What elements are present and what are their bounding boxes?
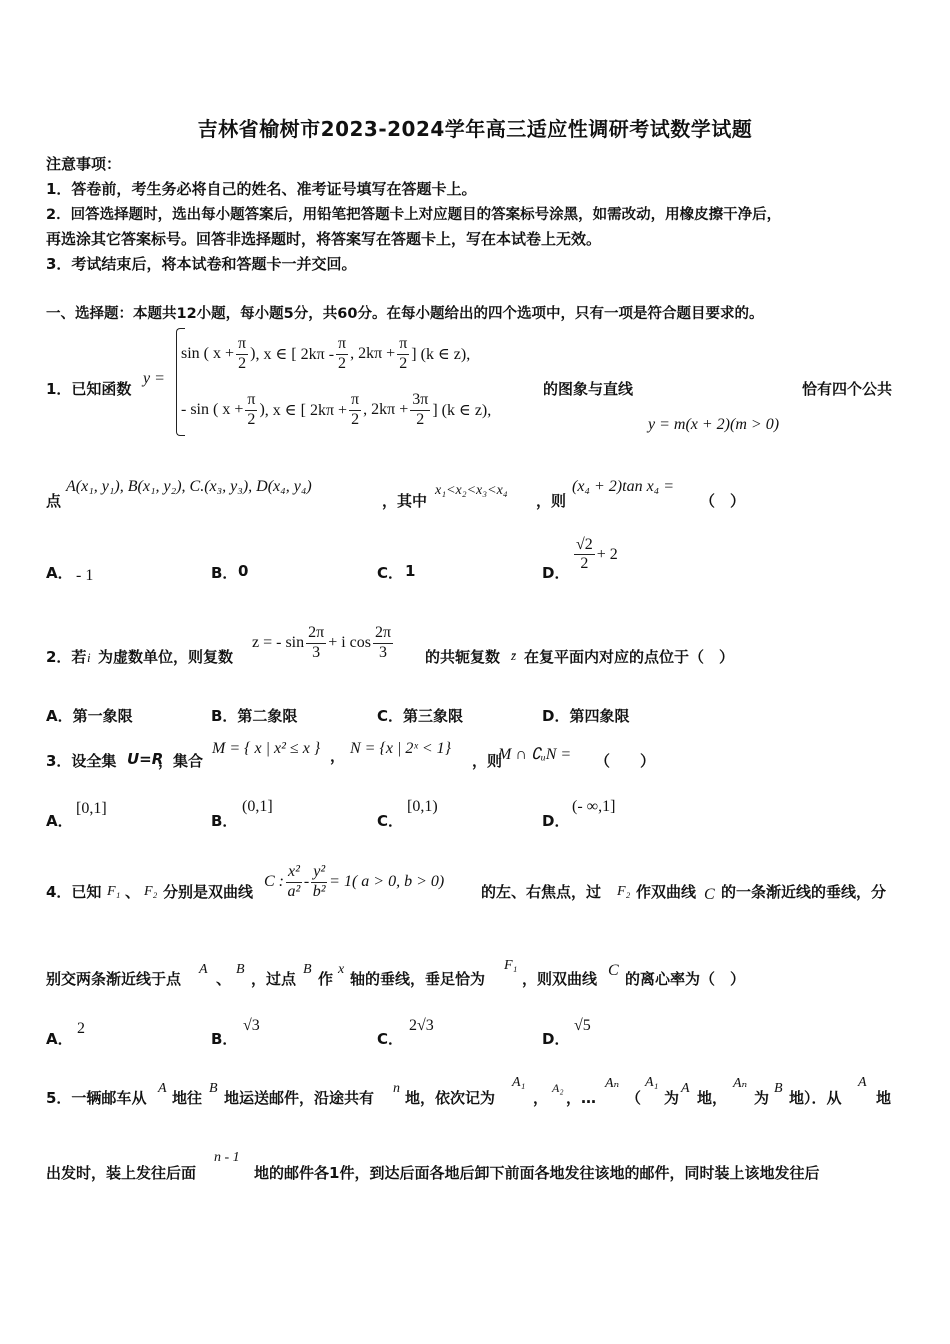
q4-l2-sep: 、 [216,970,232,988]
section-heading: 一、选择题：本题共12小题，每小题5分，共60分。在每小题给出的四个选项中，只有一项是符合题目要求的。 [46,306,764,322]
q5-text-2: 地运送邮件，沿途共有 [224,1089,375,1107]
q3-option-c-value: [0,1) [407,798,438,815]
q3-set-n: N = {x | 2ˣ < 1} [350,740,452,757]
q1-right-text: 恰有四个公共 [802,380,893,398]
q5-text-6: 地， [697,1089,728,1107]
q1-option-c-value: 1 [405,562,416,580]
q1-case2-frac1: $\frac{\pi}{2}$ [247,391,256,428]
q4-f1-again: F₁ [504,958,518,973]
q4-point-a: A [199,962,208,977]
q5-text-7: 为 [754,1089,770,1107]
q1-case1-pre: sin ( x + [181,345,235,362]
q4-option-a-label: A． [46,1030,73,1048]
q4-l2-text-3: 作 [318,970,334,988]
q4-c-again: C [608,962,619,979]
q5-dots: ，… [566,1089,597,1107]
notice-item-1: 1．答卷前，考生务必将自己的姓名、准考证号填写在答题卡上。 [46,180,477,198]
q1-option-c-label: C． [377,564,404,582]
q4-text-1: 分别是双曲线 [163,883,254,901]
q5-text-8: 地）．从 [789,1089,842,1107]
q4-point-b-2: B [303,962,312,977]
q1-option-b-value: 0 [238,562,249,580]
q5-text-9: 地 [876,1089,892,1107]
notice-item-2a: 2．回答选择题时，选出每小题答案后，用铅笔把答题卡上对应题目的答案标号涂黑，如需改动，用橡皮擦干净后， [46,207,782,223]
q3-set-m: M = { x | x² ≤ x } [212,740,321,757]
q5-lead: 5．一辆邮车从 [46,1089,147,1107]
q2-text-3: 在复平面内对应的点位于（ ） [524,648,735,666]
q4-x-axis: x [338,962,345,977]
q2-lead: 2．若 [46,648,87,666]
q5-text-1: 地往 [172,1089,203,1107]
q3-option-d-label: D． [542,812,570,830]
q1-case2-frac3: $\frac{3\pi}{2}$ [412,391,429,428]
q5-a2: A₂ [552,1081,564,1095]
q5-a1-again: A₁ [645,1075,659,1090]
q3-option-d-value: (- ∞,1] [572,798,616,815]
q1-case1-frac3: $\frac{\pi}{2}$ [399,335,408,372]
q4-option-b-value: √3 [243,1017,260,1034]
q2-option-b: B．第二象限 [211,707,298,725]
q3-option-b-value: (0,1] [242,798,273,815]
q3-option-b-label: B． [211,812,238,830]
q3-universal-set: U=R [127,750,164,768]
q4-text-4: 的一条渐近线的垂线，分 [721,883,887,901]
notice-item-3: 3．考试结束后，将本试卷和答题卡一并交回。 [46,255,357,273]
q1-case1-mid: , 2kπ + [350,345,396,362]
q5-text-4: （ [626,1089,642,1107]
q1-l2-lead: 点 [46,492,62,510]
q4-point-b: B [236,962,245,977]
q2-expression: z = - sin $\frac{2\pi}{3}$ + i cos $\frac{2\pi}{3}$ [252,624,392,661]
q1-option-d-label: D． [542,564,570,582]
q1-case-2: - sin ( x + $\frac{\pi}{2}$ ) , x ∈ [ 2kπ + $\frac{\pi}{2}$ , 2kπ + $\frac{3\pi}{2}$ ] (k ∈ z), [181,391,492,428]
q1-case2-mid: , 2kπ + [363,401,409,418]
q1-y-eq: y = [143,370,165,387]
q2-text-1: 为虚数单位，则复数 [98,648,234,666]
q2-i: i [87,650,91,665]
q4-f1: F₁ [107,884,121,899]
q1-case2-domain: , x ∈ [ 2kπ + [264,402,348,419]
q2-option-c: C．第三象限 [377,707,464,725]
q5-l2-text-2: 地的邮件各1件，到达后面各地后卸下前面各地发往该地的邮件，同时装上该地发往后 [254,1164,820,1182]
q3-expression: M ∩ ∁ᵤN = [498,746,572,763]
q1-lead: 1．已知函数 [46,380,132,398]
q1-option-d-value: $\frac{√2}{2}$ + 2 [576,536,618,573]
q5-b-again: B [774,1081,783,1096]
q4-l2-text-4: 轴的垂线，垂足恰为 [350,970,486,988]
q1-case1-frac2: $\frac{\pi}{2}$ [338,335,347,372]
q1-option-b-label: B． [211,564,238,582]
notice-heading: 注意事项： [46,155,122,173]
q3-paren: （ ） [595,752,656,770]
q2-option-a: A．第一象限 [46,707,133,725]
q1-mid-text: 的图象与直线 [543,380,634,398]
q1-paren: （ ） [700,492,746,510]
q5-comma: ， [533,1089,549,1107]
q5-an: Aₙ [605,1076,620,1091]
q5-text-5: 为 [664,1089,680,1107]
q4-l2-text-5: ，则双曲线 [522,970,598,988]
q1-points: A(x₁, y₁), B(x₁, y₂), C.(x₃, y₃), D(x₄, y₄) [66,478,312,495]
q4-option-c-label: C． [377,1030,404,1048]
q1-order: x₁<x₂<x₃<x₄ [435,483,508,498]
q4-text-3: 作双曲线 [636,883,697,901]
q5-a-third: A [858,1075,867,1090]
q1-expression: (x₄ + 2)tan x₄ = [572,478,675,495]
q5-n: n [393,1081,400,1096]
q4-option-d-value: √5 [574,1017,591,1034]
q1-option-a-value: - 1 [76,567,94,584]
q1-line-equation: y = m(x + 2)(m > 0) [648,416,780,433]
q3-lead: 3．设全集 [46,752,117,770]
q5-text-3: 地，依次记为 [405,1089,496,1107]
q1-case1-domain: , x ∈ [ 2kπ - [255,346,335,363]
q4-hyperbola-equation: C : $\frac{\text{x²}}{\text{a²}}$ - $\frac{\text{y²}}{\text{b²}}$ = 1( a > 0, b > 0) [264,863,445,900]
q4-f2-again: F₂ [617,884,631,899]
q3-option-c-label: C． [377,812,404,830]
notice-item-2b: 再选涂其它答案标号。回答非选择题时，将答案写在答题卡上，写在本试卷上无效。 [46,230,602,248]
q1-case1-end: ] (k ∈ z), [411,346,471,363]
q4-option-c-value: 2√3 [409,1017,434,1034]
q4-l2-text-2: ，过点 [251,970,297,988]
q4-option-b-label: B． [211,1030,238,1048]
q1-l2-mid: ，其中 [382,492,428,510]
q2-zbar: z̄ [511,648,517,663]
q3-option-a-value: [0,1] [76,800,107,817]
q5-a1: A₁ [512,1075,526,1090]
q4-l2-text-1: 别交两条渐近线于点 [46,970,182,988]
q5-n-minus-1: n - 1 [214,1150,240,1165]
q1-case2-end: ] (k ∈ z), [432,402,492,419]
page-title: 吉林省榆树市2023-2024学年高三适应性调研考试数学试题 [197,117,753,141]
q1-case-1: sin ( x + $\frac{\pi}{2}$ ) , x ∈ [ 2kπ - $\frac{\pi}{2}$ , 2kπ + $\frac{\pi}{2}$ ] (k ∈ z), [181,335,471,372]
q5-a: A [158,1081,167,1096]
q4-l2-text-6: 的离心率为（ ） [625,970,746,988]
q4-separator: 、 [125,883,141,901]
q5-b: B [209,1081,218,1096]
q1-case2-frac2: $\frac{\pi}{2}$ [351,391,360,428]
q2-option-d: D．第四象限 [542,707,630,725]
q4-option-d-label: D． [542,1030,570,1048]
q4-option-a-value: 2 [77,1020,85,1037]
q5-a-again: A [681,1081,690,1096]
q5-an-again: Aₙ [733,1076,748,1091]
q1-case1-frac1: $\frac{\pi}{2}$ [238,335,247,372]
q3-comma: ， [330,747,346,765]
q4-f2: F₂ [144,884,158,899]
q4-lead: 4．已知 [46,883,102,901]
q5-l2-text-1: 出发时，装上发往后面 [46,1164,197,1182]
q2-text-2: 的共轭复数 [425,648,501,666]
q1-l2-then: ，则 [536,492,567,510]
q3-option-a-label: A． [46,812,73,830]
q3-text-2: ，则 [472,752,503,770]
q1-option-a-label: A． [46,564,73,582]
q4-text-2: 的左、右焦点，过 [481,883,602,901]
q3-text-1: ，集合 [158,752,204,770]
q4-c: C [704,886,715,903]
q1-case2-pre: - sin ( x + [181,401,244,418]
